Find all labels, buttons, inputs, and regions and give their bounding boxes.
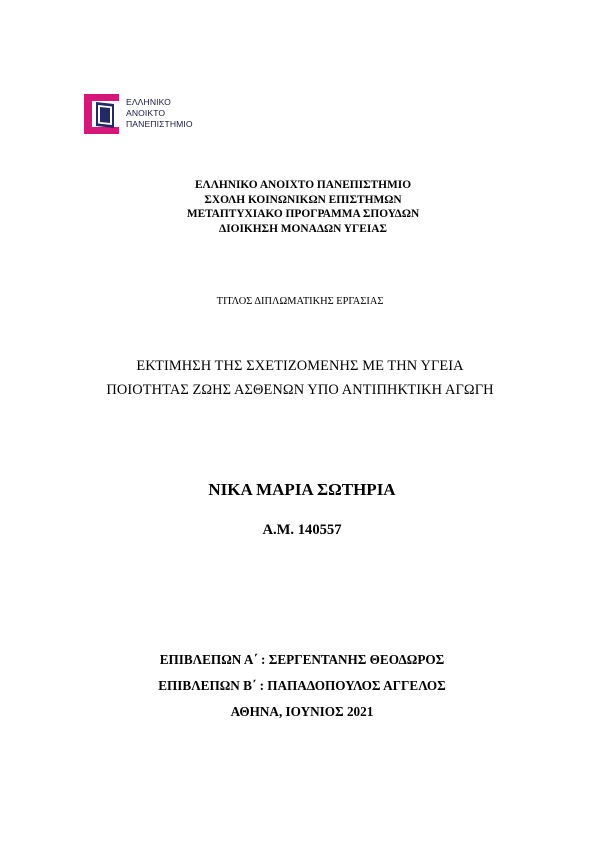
specialization-name: ΔΙΟΙΚΗΣΗ ΜΟΝΑΔΩΝ ΥΓΕΙΑΣ bbox=[219, 222, 387, 235]
author-name-text: ΝΙΚΑ ΜΑΡΙΑ ΣΩΤΗΡΙΑ bbox=[208, 480, 396, 499]
school-name: ΣΧΟΛΗ ΚΟΙΝΩΝΙΚΩΝ ΕΠΙΣΤΗΜΩΝ bbox=[204, 193, 402, 206]
thesis-label bbox=[0, 295, 600, 308]
institution-header bbox=[3, 178, 600, 236]
program-name: ΜΕΤΑΠΤΥΧΙΑΚΟ ΠΡΟΓΡΑΜΜΑ ΣΠΟΥΔΩΝ bbox=[186, 208, 420, 221]
logo-line-3: ΠΑΝΕΠΙΣΤΗΜΙΟ bbox=[126, 119, 193, 129]
thesis-title-line-1: ΕΚΤΙΜΗΣΗ ΤΗΣ ΣΧΕΤΙΖΟΜΕΝΗΣ ΜΕ ΤΗΝ ΥΓΕΙΑ bbox=[136, 358, 464, 374]
thesis-title-line-2: ΠΟΙΟΤΗΤΑΣ ΖΩΗΣ ΑΣΘΕΝΩΝ ΥΠΟ ΑΝΤΙΠΗΚΤΙΚΗ ΑΓΩΓΗ bbox=[106, 382, 494, 398]
thesis-label-text: ΤΙΤΛΟΣ ΔΙΠΛΩΜΑΤΙΚΗΣ ΕΡΓΑΣΙΑΣ bbox=[216, 296, 384, 307]
logo-line-1: ΕΛΛΗΝΙΚΟ bbox=[126, 97, 171, 107]
university-logo-mark-icon bbox=[84, 94, 126, 136]
author-name bbox=[2, 480, 600, 500]
place-date: ΑΘΗΝΑ, ΙΟΥΝΙΟΣ 2021 bbox=[230, 704, 374, 719]
supervisor-first: ΕΠΙΒΛΕΠΩΝ Α΄ : ΣΕΡΓΕΝΤΑΝΗΣ ΘΕΟΔΩΡΟΣ bbox=[159, 652, 445, 667]
supervisor-second: ΕΠΙΒΛΕΠΩΝ Β΄ : ΠΑΠΑΔΟΠΟΥΛΟΣ ΑΓΓΕΛΟΣ bbox=[158, 678, 446, 693]
logo-line-2: ΑΝΟΙΚΤΟ bbox=[126, 108, 166, 118]
registration-number bbox=[2, 521, 600, 539]
university-logo-wordmark bbox=[126, 97, 193, 130]
supervisors-block bbox=[2, 647, 600, 725]
university-name: ΕΛΛΗΝΙΚΟ ΑΝΟΙΧΤΟ ΠΑΝΕΠΙΣΤΗΜΙΟ bbox=[194, 179, 412, 191]
registration-number-text: Α.Μ. 140557 bbox=[262, 522, 342, 538]
university-logo bbox=[84, 94, 214, 136]
thesis-title bbox=[0, 354, 600, 402]
